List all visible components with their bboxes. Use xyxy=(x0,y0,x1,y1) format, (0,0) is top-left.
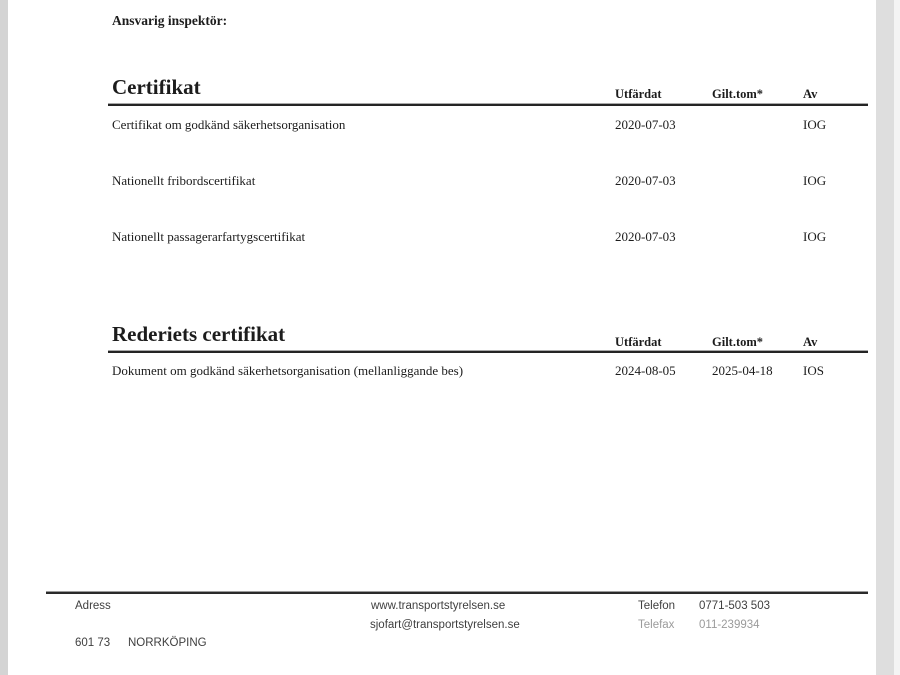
column-header-utfardat: Utfärdat xyxy=(615,335,662,349)
footer-email: sjofart@transportstyrelsen.se xyxy=(370,619,520,631)
column-header-av: Av xyxy=(803,87,818,101)
certificate-issuer: IOG xyxy=(803,173,827,188)
column-header-giltom: Gilt.tom* xyxy=(712,335,764,349)
certificate-issued-date: 2020-07-03 xyxy=(615,117,676,132)
certificate-issued-date: 2024-08-05 xyxy=(615,363,676,378)
footer-website: www.transportstyrelsen.se xyxy=(371,600,506,612)
certificate-issued-date: 2020-07-03 xyxy=(615,173,676,188)
certificate-name: Nationellt passagerarfartygscertifikat xyxy=(112,229,306,244)
footer-city: NORRKÖPING xyxy=(128,637,207,649)
page-edge-right-outer xyxy=(894,0,900,675)
certificate-name: Nationellt fribordscertifikat xyxy=(112,173,256,188)
table-header-rule xyxy=(108,350,868,353)
column-header-giltom: Gilt.tom* xyxy=(712,87,764,101)
column-header-utfardat: Utfärdat xyxy=(615,87,662,101)
footer-telefax-value: 011-239934 xyxy=(699,619,760,631)
inspector-label: Ansvarig inspektör: xyxy=(112,13,228,28)
certificate-name: Certifikat om godkänd säkerhetsorganisation xyxy=(112,117,346,132)
certificate-valid-until: 2025-04-18 xyxy=(712,363,773,378)
footer-telefax-label: Telefax xyxy=(638,619,675,631)
footer-postal-code: 601 73 xyxy=(75,637,111,649)
certificate-issuer: IOG xyxy=(803,229,827,244)
page-edge-right xyxy=(876,0,894,675)
certificate-issuer: IOS xyxy=(803,363,824,378)
section-title-certifikat: Certifikat xyxy=(112,75,201,99)
footer-address-label: Adress xyxy=(75,600,111,612)
page-edge-left xyxy=(0,0,8,675)
column-header-av: Av xyxy=(803,335,818,349)
footer-telefon-value: 0771-503 503 xyxy=(699,600,770,612)
certificate-issued-date: 2020-07-03 xyxy=(615,229,676,244)
footer-telefon-label: Telefon xyxy=(638,600,676,612)
certificate-name: Dokument om godkänd säkerhetsorganisation (mellanliggande bes) xyxy=(112,363,464,378)
footer-rule xyxy=(46,591,868,594)
section-title-rederiets-certifikat: Rederiets certifikat xyxy=(112,322,286,346)
certificate-issuer: IOG xyxy=(803,117,827,132)
table-header-rule xyxy=(108,103,868,106)
